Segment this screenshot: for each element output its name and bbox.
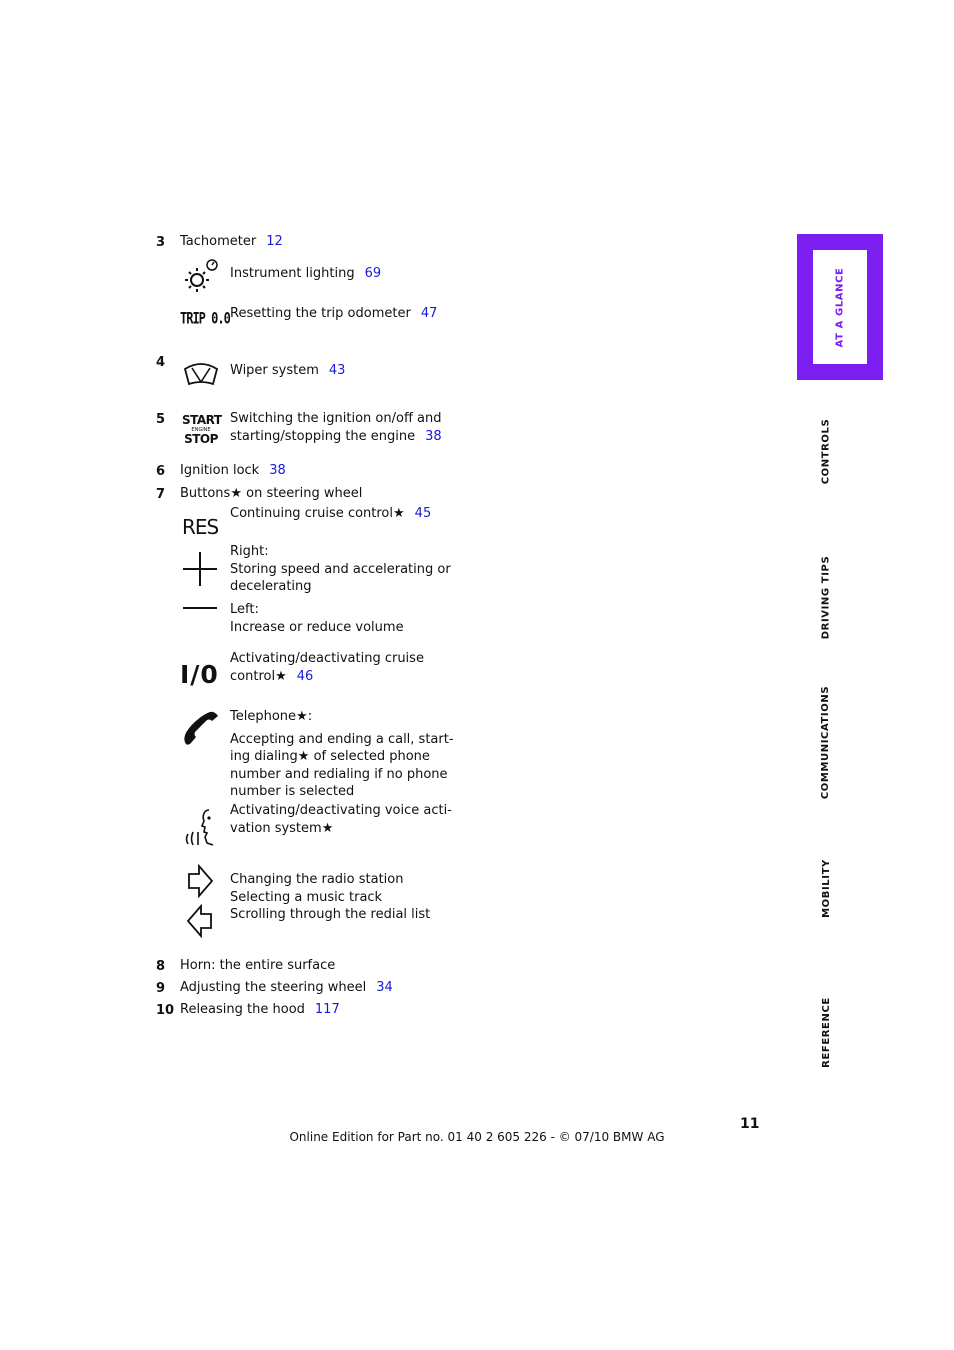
- tab-communications-label: COMMUNICATIONS: [820, 685, 832, 799]
- res-icon: RES: [182, 515, 219, 539]
- steering-adjust-label: Adjusting the steering wheel: [180, 980, 367, 995]
- voice-activation-icon: [183, 808, 219, 846]
- voice-line-2: vation system: [230, 820, 322, 836]
- hood-release-label: Releasing the hood: [180, 1002, 305, 1017]
- telephone-line-1: Accepting and ending a call, start-: [230, 731, 454, 747]
- ignition-lock-label: Ignition lock: [180, 463, 260, 478]
- arrow-left-icon: [186, 904, 214, 938]
- trip-reset-icon-text: TRIP 0.0: [180, 309, 230, 328]
- arrow-right-icon: [186, 864, 214, 898]
- wiper-system-page-link[interactable]: 43: [328, 363, 346, 378]
- tab-reference[interactable]: [818, 998, 834, 1066]
- trip-odometer-page-link[interactable]: 47: [420, 306, 438, 321]
- minus-icon: [182, 606, 218, 610]
- trip-reset-icon: [180, 309, 230, 328]
- telephone-text: [230, 708, 454, 801]
- ignition-lock-page-link[interactable]: 38: [269, 463, 286, 478]
- option-star: ★: [230, 486, 242, 501]
- horn: Horn: the entire surface: [180, 958, 336, 973]
- footer-edition: Online Edition for Part no. 01 40 2 605 226 - © 07/10 BMW AG: [289, 1130, 665, 1144]
- item-tachometer: [180, 233, 283, 251]
- continuing-cruise-label: Continuing cruise control: [230, 506, 394, 521]
- cruise-toggle-line-1: Activating/deactivating cruise: [230, 651, 424, 666]
- instrument-lighting-icon: [180, 258, 220, 296]
- hood-release-page-link[interactable]: 117: [314, 1002, 340, 1017]
- tab-communications[interactable]: [818, 686, 834, 798]
- tab-at-a-glance: AT A GLANCE: [834, 267, 846, 347]
- cruise-toggle-page-link[interactable]: 46: [296, 668, 314, 684]
- page-number: 11: [740, 1116, 760, 1132]
- ignition-engine-text: [230, 410, 442, 445]
- item-number-5: 5: [156, 412, 166, 427]
- tab-reference-label: REFERENCE: [820, 996, 832, 1068]
- tab-driving-tips[interactable]: [818, 555, 834, 639]
- item-number-8: 8: [156, 959, 166, 974]
- trip-odometer: [230, 305, 437, 323]
- option-star: ★: [297, 749, 310, 764]
- minus-line-2: Increase or reduce volume: [230, 619, 404, 635]
- cruise-toggle-text: [230, 650, 424, 685]
- steering-wheel-adjust: [180, 979, 393, 997]
- steering-wheel-buttons: [180, 485, 362, 503]
- steering-adjust-page-link[interactable]: 34: [376, 980, 393, 995]
- wiper-system: [230, 362, 345, 380]
- ignition-page-link[interactable]: 38: [425, 428, 442, 444]
- option-star: ★: [393, 506, 405, 521]
- option-star: ★: [321, 820, 334, 836]
- telephone-line-3: number and redialing if no phone: [230, 766, 448, 782]
- buttons-label: Buttons: [180, 486, 231, 501]
- voice-line-1: Activating/deactivating voice acti-: [230, 803, 452, 818]
- instrument-lighting: [230, 265, 381, 283]
- option-star: ★: [296, 709, 308, 724]
- continuing-cruise-page-link[interactable]: 45: [414, 506, 432, 521]
- wiper-system-label: Wiper system: [230, 363, 319, 378]
- tab-controls[interactable]: [818, 418, 834, 484]
- wiper-icon: [182, 360, 220, 388]
- tachometer-label: Tachometer: [180, 234, 257, 249]
- tab-mobility-label: MOBILITY: [820, 858, 832, 918]
- hood-release: [180, 1001, 340, 1019]
- instrument-lighting-page-link[interactable]: 69: [364, 266, 382, 281]
- item-number-9: 9: [156, 981, 166, 996]
- item-number-3: 3: [156, 235, 166, 250]
- plus-line-1: Right:: [230, 544, 269, 559]
- start-stop-icon-engine: ENGINE: [191, 427, 211, 433]
- start-stop-icon-stop: STOP: [184, 432, 218, 446]
- tab-driving-tips-label: DRIVING TIPS: [820, 555, 832, 639]
- arrow-line-1: Changing the radio station: [230, 872, 404, 887]
- item-number-4: 4: [156, 355, 166, 370]
- start-stop-icon: [182, 414, 220, 446]
- tab-controls-label: CONTROLS: [820, 418, 832, 484]
- instrument-lighting-label: Instrument lighting: [230, 266, 355, 281]
- telephone-icon: [182, 710, 220, 746]
- plus-line-2: Storing speed and accelerating or: [230, 561, 451, 577]
- ignition-line-1: Switching the ignition on/off and: [230, 411, 442, 426]
- telephone-line-4: number is selected: [230, 784, 355, 799]
- arrow-line-2: Selecting a music track: [230, 889, 383, 905]
- item-number-10: 10: [156, 1003, 175, 1018]
- trip-odometer-label: Resetting the trip odometer: [230, 306, 411, 321]
- cruise-toggle-line-2: control: [230, 668, 276, 684]
- arrow-line-3: Scrolling through the redial list: [230, 907, 431, 922]
- active-section-tab-inner[interactable]: [813, 250, 867, 364]
- tab-mobility[interactable]: [818, 858, 834, 918]
- plus-button-text: [230, 543, 451, 596]
- ignition-lock: [180, 462, 286, 480]
- buttons-label-end: on steering wheel: [241, 486, 363, 501]
- telephone-title: Telephone: [230, 709, 297, 724]
- minus-button-text: [230, 601, 404, 636]
- tachometer-page-link[interactable]: 12: [266, 234, 283, 249]
- item-number-6: 6: [156, 464, 166, 479]
- option-star: ★: [275, 668, 287, 684]
- voice-activation-text: [230, 802, 452, 837]
- start-stop-icon-start: START: [182, 413, 222, 427]
- on-off-icon: I/0: [180, 660, 219, 689]
- minus-line-1: Left:: [230, 602, 259, 617]
- telephone-line-2b: of selected phone: [309, 749, 430, 764]
- telephone-title-colon: :: [307, 709, 313, 724]
- ignition-line-2: starting/stopping the engine: [230, 428, 416, 444]
- plus-icon: [182, 551, 218, 587]
- item-number-7: 7: [156, 487, 166, 502]
- plus-line-3: decelerating: [230, 579, 312, 594]
- telephone-line-2a: ing dialing: [230, 749, 298, 764]
- arrow-buttons-text: [230, 871, 430, 924]
- continuing-cruise-control: [230, 505, 431, 523]
